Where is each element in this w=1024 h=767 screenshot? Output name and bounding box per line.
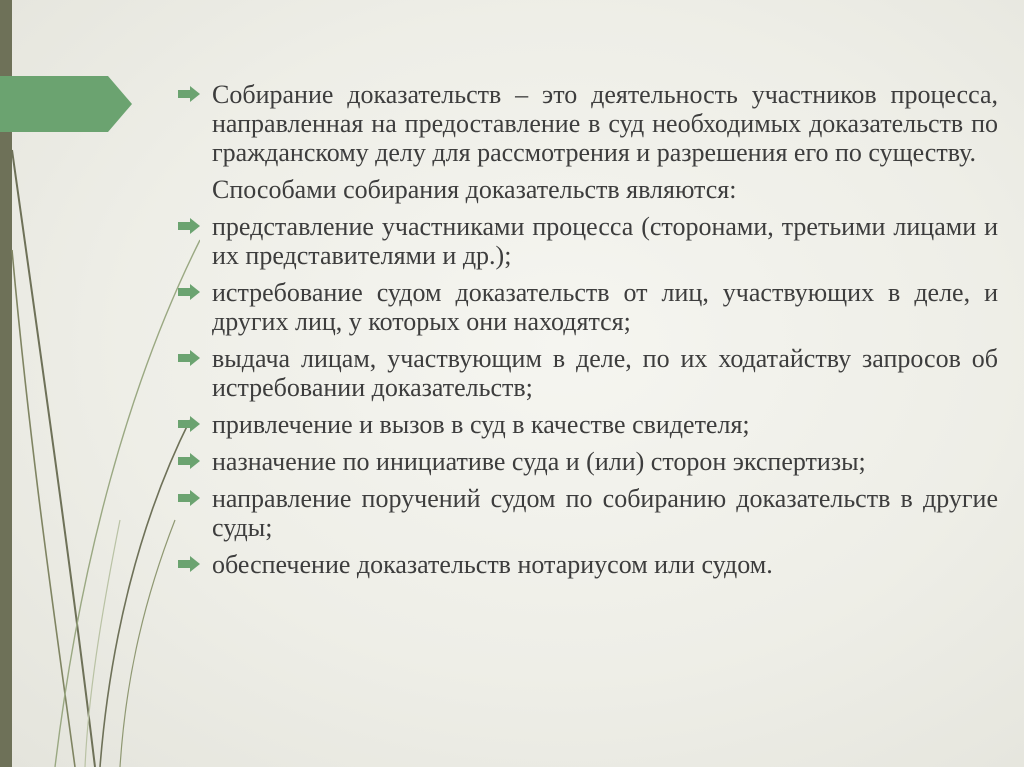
list-intro — [176, 175, 998, 204]
arrow-bullet-icon — [178, 86, 200, 102]
list-item — [176, 550, 998, 579]
arrow-bullet-icon — [178, 350, 200, 366]
list-item — [176, 447, 998, 476]
list-item — [176, 278, 998, 336]
arrow-bullet-icon — [178, 284, 200, 300]
list-item — [176, 80, 998, 167]
list-item-text: обеспечение доказательств нотариусом или судом. — [212, 550, 773, 579]
arrow-bullet-icon — [178, 453, 200, 469]
arrow-bullet-icon — [178, 556, 200, 572]
arrow-bullet-icon — [178, 416, 200, 432]
list-item-text: привлечение и вызов в суд в качестве свидетеля; — [212, 410, 750, 439]
list-item — [176, 484, 998, 542]
list-item-text: направление поручений судом по собиранию доказательств в другие суды; — [212, 484, 998, 542]
list-item — [176, 344, 998, 402]
list-item — [176, 212, 998, 270]
arrow-bullet-icon — [178, 490, 200, 506]
list-item — [176, 410, 998, 439]
list-item-text: выдача лицам, участвующим в деле, по их ходатайству запросов об истребовании доказательств; — [212, 344, 998, 402]
list-item-text: Собирание доказательств – это деятельность участников процесса, направленная на предоставление в суд необходимых доказательств по гражданскому делу для рассмотрения и разрешения его по существу. — [212, 80, 998, 167]
list-item-text: истребование судом доказательств от лиц, участвующих в деле, и других лиц, у которых они находятся; — [212, 278, 998, 336]
list-item-text: представление участниками процесса (сторонами, третьими лицами и их представителями и др.); — [212, 212, 998, 270]
green-arrow-banner-icon — [0, 76, 132, 132]
list-item-text: назначение по инициативе суда и (или) сторон экспертизы; — [212, 447, 866, 476]
arrow-bullet-icon — [178, 218, 200, 234]
list-intro-text: Способами собирания доказательств являются: — [212, 175, 737, 204]
slide-content — [176, 80, 998, 587]
